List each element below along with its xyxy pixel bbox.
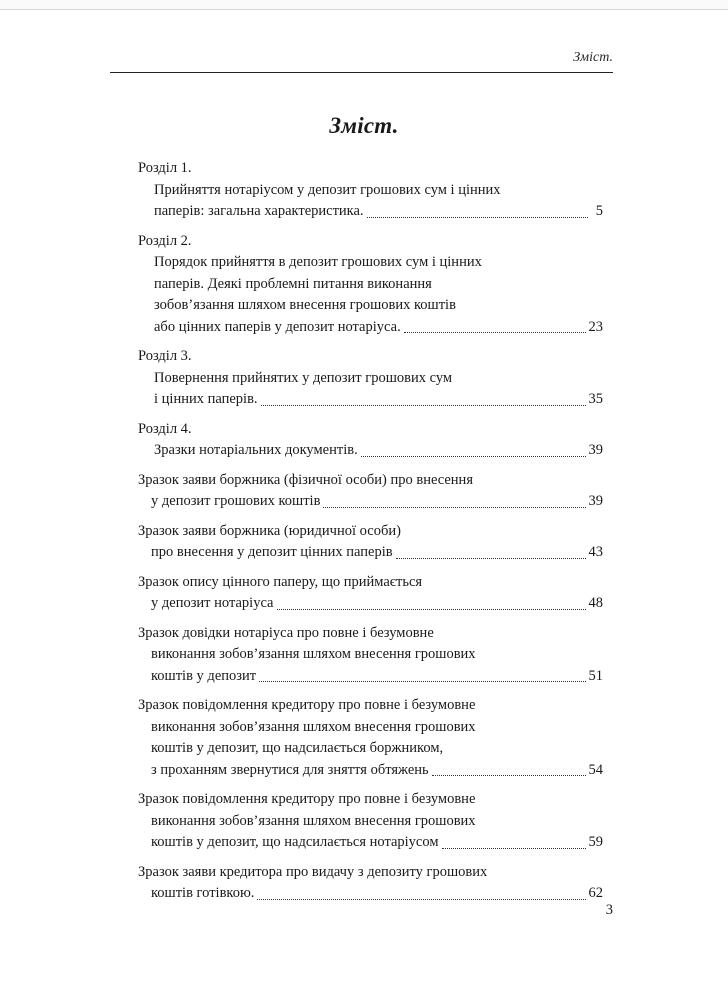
toc-entry-title-line: Зразки нотаріальних документів. — [154, 442, 358, 458]
folio-page-number: 3 — [605, 902, 613, 918]
toc-page-number: 35 — [588, 391, 603, 407]
dot-leader — [277, 609, 586, 610]
toc-entry-last-line — [138, 491, 603, 513]
toc-sections — [138, 158, 603, 462]
toc-section-entry — [138, 158, 603, 223]
toc-page-number: 39 — [588, 442, 603, 458]
toc-entry-last-line — [138, 542, 603, 564]
toc-page-number: 51 — [588, 667, 603, 684]
dot-leader — [261, 405, 586, 406]
toc-entry-title-line: коштів у депозит — [151, 667, 257, 684]
toc-sample-entry — [138, 521, 603, 564]
toc-section-entry — [138, 231, 603, 339]
toc-entry-title-line: коштів у депозит, що надсилається нотаріусом — [151, 834, 439, 850]
toc-page-number: 54 — [588, 761, 603, 778]
toc-entry-last-line — [138, 593, 603, 615]
running-header: Зміст. — [573, 50, 613, 65]
toc-entry-title-line: Зразок заяви кредитора про видачу з депозиту грошових — [138, 863, 488, 880]
toc-entry-title-line: або цінних паперів у депозит нотаріуса. — [154, 318, 401, 335]
toc-entry-title-line: виконання зобов’язання шляхом внесення грошових — [151, 646, 476, 662]
toc-entry-title-line: Повернення прийнятих у депозит грошових сум — [154, 369, 453, 386]
toc-page-number: 62 — [588, 885, 603, 901]
toc-entry-last-line — [138, 666, 603, 688]
dot-leader — [396, 558, 586, 559]
toc-entry-title-line: виконання зобов’язання шляхом внесення грошових — [151, 718, 476, 735]
dot-leader — [259, 681, 585, 682]
toc-entry-title-line: паперів. Деякі проблемні питання виконання — [154, 275, 432, 292]
toc-section-heading: Розділ 2. — [138, 232, 192, 249]
toc-page-number: 5 — [595, 203, 603, 219]
toc-entry-title-line: паперів: загальна характеристика. — [154, 203, 364, 219]
toc-entry-title-line: Зразок опису цінного паперу, що приймається — [138, 573, 423, 590]
toc-entry-last-line — [138, 201, 603, 223]
toc-entry-title-line: у депозит нотаріуса — [151, 595, 274, 611]
toc-sample-entry — [138, 789, 603, 854]
toc-section-entry — [138, 346, 603, 411]
toc-entry-title-line: Зразок заяви боржника (юридичної особи) — [138, 522, 401, 539]
dot-leader — [361, 456, 586, 457]
toc-page-number: 48 — [588, 595, 603, 611]
dot-leader — [367, 217, 588, 218]
toc-entry-last-line — [138, 440, 603, 462]
toc-samples — [138, 470, 603, 905]
toc-entry-last-line — [138, 883, 603, 905]
toc-sample-entry — [138, 572, 603, 615]
page-title: Зміст. — [329, 113, 399, 138]
toc-entry-title-line: виконання зобов’язання шляхом внесення грошових — [151, 812, 476, 829]
toc-entry-title-line: з проханням звернутися для зняття обтяжень — [151, 761, 429, 778]
toc-entry-last-line — [138, 317, 603, 339]
toc-entry-title-line: Прийняття нотаріусом у депозит грошових сум і цінних — [154, 181, 501, 198]
toc-entry-title-line: і цінних паперів. — [154, 391, 258, 407]
dot-leader — [432, 775, 586, 776]
toc-entry-title-line: Зразок повідомлення кредитору про повне і безумовне — [138, 791, 476, 807]
dot-leader — [323, 507, 585, 508]
toc-entry-last-line — [138, 832, 603, 854]
toc-section-entry — [138, 419, 603, 462]
toc-entry-title-line: коштів у депозит, що надсилається боржником, — [151, 740, 444, 756]
toc-entry-title-line: Зразок заяви боржника (фізичної особи) про внесення — [138, 471, 473, 488]
table-of-contents — [138, 158, 603, 913]
toc-sample-entry — [138, 623, 603, 688]
toc-sample-entry — [138, 470, 603, 513]
toc-page-number: 43 — [588, 544, 603, 560]
header-rule — [110, 72, 613, 73]
toc-entry-title-line: зобов’язання шляхом внесення грошових коштів — [154, 297, 456, 313]
toc-entry-title-line: про внесення у депозит цінних паперів — [151, 544, 393, 560]
dot-leader — [442, 848, 586, 849]
toc-sample-entry — [138, 862, 603, 905]
dot-leader — [404, 332, 586, 333]
toc-page-number: 39 — [588, 493, 603, 509]
toc-sample-entry — [138, 695, 603, 781]
toc-entry-title-line: у депозит грошових коштів — [151, 493, 321, 509]
toc-page-number: 23 — [588, 318, 603, 335]
toc-section-heading: Розділ 4. — [138, 420, 192, 437]
toc-entry-title-line: Зразок довідки нотаріуса про повне і безумовне — [138, 624, 434, 641]
toc-entry-last-line — [138, 389, 603, 411]
toc-entry-title-line: коштів готівкою. — [151, 885, 255, 901]
toc-page-number: 59 — [588, 834, 603, 850]
toc-entry-last-line — [138, 760, 603, 782]
dot-leader — [257, 899, 585, 900]
toc-section-heading: Розділ 1. — [138, 160, 192, 176]
toc-section-heading: Розділ 3. — [138, 348, 192, 364]
toc-entry-title-line: Порядок прийняття в депозит грошових сум і цінних — [154, 254, 482, 270]
toc-entry-title-line: Зразок повідомлення кредитору про повне і безумовне — [138, 697, 476, 713]
page-top-edge — [0, 0, 728, 10]
